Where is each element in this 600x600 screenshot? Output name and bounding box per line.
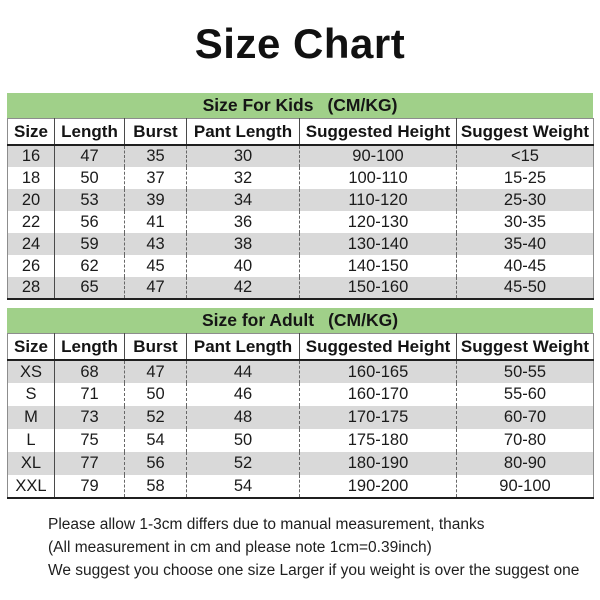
value-cell: 62	[55, 255, 125, 277]
page-title: Size Chart	[194, 20, 406, 67]
value-cell: 54	[187, 475, 300, 498]
value-cell: 39	[125, 189, 187, 211]
value-cell: 40	[187, 255, 300, 277]
value-cell: 58	[125, 475, 187, 498]
value-cell: 50-55	[503, 362, 547, 381]
column-header: Pant Length	[187, 334, 300, 361]
size-cell: M	[8, 406, 55, 429]
value-cell: 90-100	[499, 476, 551, 495]
value-cell: 150-160	[300, 277, 457, 299]
value-cell: 34	[187, 189, 300, 211]
value-cell: 32	[187, 167, 300, 189]
adult-section-unit: (CM/KG)	[328, 310, 399, 330]
value-cell: 40-45	[503, 256, 547, 275]
size-cell: XXL	[8, 475, 55, 498]
value-cell: 52	[125, 406, 187, 429]
table-row	[8, 475, 594, 498]
adult-section-title: Size for Adult	[201, 310, 315, 330]
column-header: Suggest Weight	[457, 334, 594, 361]
value-cell: 79	[55, 475, 125, 498]
table-row	[8, 233, 594, 255]
size-cell: 28	[8, 277, 55, 299]
value-cell: 190-200	[300, 475, 457, 498]
value-cell: 47	[125, 277, 187, 299]
value-cell: 160-170	[300, 383, 457, 406]
value-cell: 56	[125, 452, 187, 475]
value-cell: 47	[125, 360, 187, 383]
note-line: Please allow 1-3cm differs due to manual measurement, thanks	[48, 516, 485, 533]
kids-section-unit: (CM/KG)	[327, 95, 398, 115]
column-header: Length	[55, 119, 125, 146]
note-line: (All measurement in cm and please note 1cm=0.39inch)	[48, 539, 432, 556]
value-cell: 54	[125, 429, 187, 452]
value-cell: 46	[187, 383, 300, 406]
table-row	[8, 406, 594, 429]
value-cell: 43	[125, 233, 187, 255]
size-cell: 24	[8, 233, 55, 255]
value-cell: 41	[125, 211, 187, 233]
column-header: Size	[8, 334, 55, 361]
value-cell: 120-130	[300, 211, 457, 233]
value-cell: 52	[187, 452, 300, 475]
size-cell: XL	[8, 452, 55, 475]
value-cell: 25-30	[503, 190, 547, 209]
value-cell: 56	[55, 211, 125, 233]
value-cell: 53	[55, 189, 125, 211]
value-cell: 170-175	[300, 406, 457, 429]
value-cell: 45-50	[503, 278, 547, 296]
table-row	[8, 189, 594, 211]
column-header: Suggest Weight	[457, 119, 594, 146]
value-cell: 130-140	[300, 233, 457, 255]
value-cell: 90-100	[300, 145, 457, 167]
column-header: Suggested Height	[300, 119, 457, 146]
value-cell: 75	[55, 429, 125, 452]
adult-size-table	[7, 333, 594, 499]
value-cell: 100-110	[300, 167, 457, 189]
note-line: We suggest you choose one size Larger if you weight is over the suggest one	[48, 562, 580, 579]
value-cell: 175-180	[300, 429, 457, 452]
table-row	[8, 429, 594, 452]
value-cell: 77	[55, 452, 125, 475]
table-row	[8, 277, 594, 299]
value-cell: 44	[187, 360, 300, 383]
value-cell: 68	[55, 360, 125, 383]
kids-section-header	[7, 93, 593, 118]
size-cell: 20	[8, 189, 55, 211]
value-cell: 45	[125, 255, 187, 277]
table-row	[8, 383, 594, 406]
column-header: Suggested Height	[300, 334, 457, 361]
table-row	[8, 211, 594, 233]
value-cell: 110-120	[300, 189, 457, 211]
table-row	[8, 145, 594, 167]
table-row	[8, 167, 594, 189]
value-cell: 180-190	[300, 452, 457, 475]
table-row	[8, 452, 594, 475]
value-cell: 35	[125, 145, 187, 167]
value-cell: 37	[125, 167, 187, 189]
table-row	[8, 360, 594, 383]
value-cell: 59	[55, 233, 125, 255]
size-cell: XS	[8, 360, 55, 383]
kids-section-title: Size For Kids	[202, 95, 314, 115]
column-header: Length	[55, 334, 125, 361]
value-cell: 50	[125, 383, 187, 406]
value-cell: 80-90	[503, 454, 547, 472]
value-cell: 42	[187, 277, 300, 299]
value-cell: 50	[187, 429, 300, 452]
value-cell: 65	[55, 277, 125, 299]
size-cell: 26	[8, 255, 55, 277]
value-cell: <15	[511, 147, 539, 165]
size-cell: 16	[8, 145, 55, 167]
value-cell: 55-60	[503, 385, 547, 403]
value-cell: 60-70	[503, 408, 547, 426]
value-cell: 70-80	[503, 431, 547, 449]
kids-size-table	[7, 118, 594, 300]
value-cell: 71	[55, 383, 125, 406]
table-row	[8, 255, 594, 277]
size-cell: S	[8, 383, 55, 406]
value-cell: 50	[55, 167, 125, 189]
value-cell: 140-150	[300, 255, 457, 277]
size-cell: 22	[8, 211, 55, 233]
column-header: Pant Length	[187, 119, 300, 146]
value-cell: 73	[55, 406, 125, 429]
value-cell: 15-25	[503, 168, 547, 187]
size-cell: 18	[8, 167, 55, 189]
value-cell: 35-40	[503, 234, 547, 253]
value-cell: 38	[187, 233, 300, 255]
value-cell: 30-35	[503, 212, 547, 231]
column-header: Size	[8, 119, 55, 146]
value-cell: 160-165	[300, 360, 457, 383]
measurement-notes	[48, 513, 600, 582]
header-row	[8, 334, 594, 361]
value-cell: 47	[55, 145, 125, 167]
adult-section-header	[7, 308, 593, 333]
size-cell: L	[8, 429, 55, 452]
column-header: Burst	[125, 119, 187, 146]
header-row	[8, 119, 594, 146]
value-cell: 48	[187, 406, 300, 429]
column-header: Burst	[125, 334, 187, 361]
value-cell: 30	[187, 145, 300, 167]
value-cell: 36	[187, 211, 300, 233]
